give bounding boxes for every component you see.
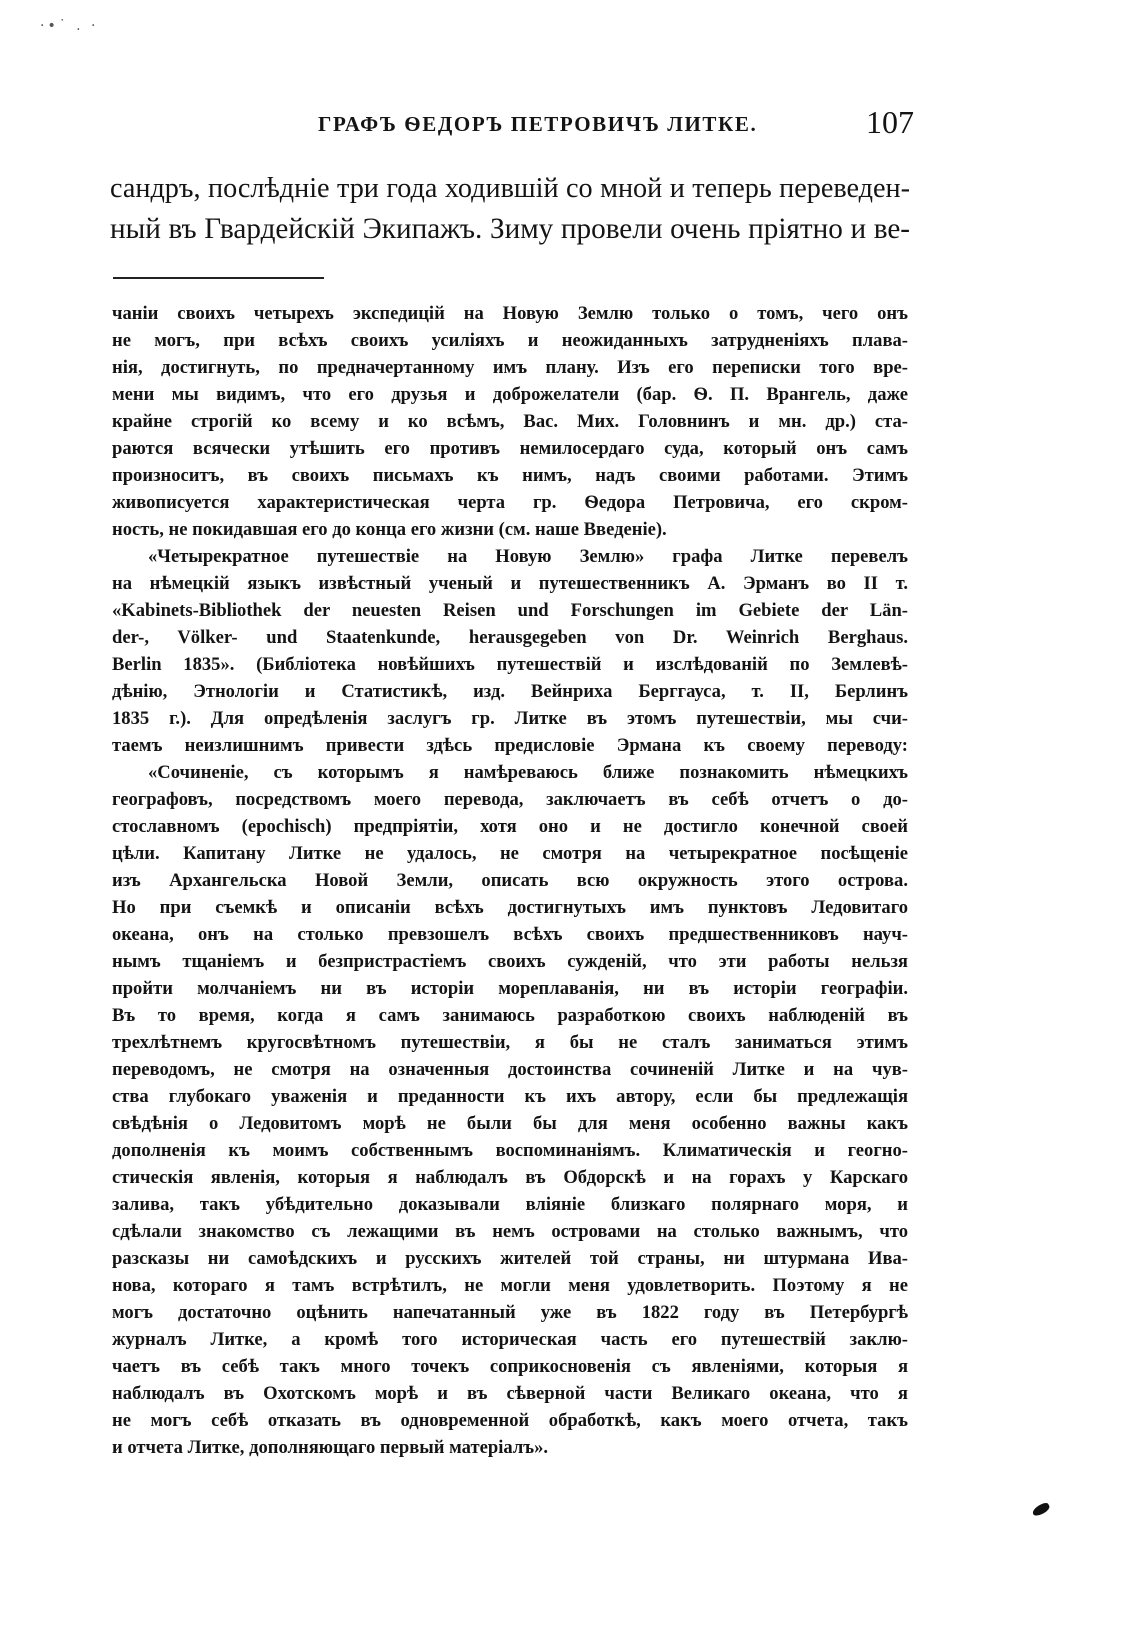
footnote-line: Въ то время, когда я самъ занимаюсь разработкою своихъ наблюденій въ	[112, 1005, 908, 1026]
footnote-line: крайне строгій ко всему и ко всѣмъ, Вас. Мих. Головнинъ и мн. др.) ста-	[112, 411, 908, 432]
page-number: 107	[866, 104, 914, 140]
footnote-line: произноситъ, въ своихъ письмахъ къ нимъ, надъ своими работами. Этимъ	[112, 465, 908, 486]
footnote-line: на нѣмецкій языкъ извѣстный ученый и путешественникъ А. Эрманъ во II т.	[112, 573, 908, 594]
footnote-line: трехлѣтнемъ кругосвѣтномъ путешествіи, я бы не сталъ заниматься этимъ	[112, 1032, 908, 1053]
footnote-line: разсказы ни самоѣдскихъ и русскихъ жителей той страны, ни штурмана Ива-	[112, 1248, 908, 1269]
footnote-line: могъ достаточно оцѣнить напечатанный уже въ 1822 году въ Петербургѣ	[112, 1302, 908, 1323]
footnote-line: «Kabinets-Bibliothek der neuesten Reisen und Forschungen im Gebiete der Län-	[112, 600, 908, 621]
footnote-line: нымъ тщаніемъ и безпристрастіемъ своихъ сужденій, что эти работы нельзя	[112, 951, 908, 972]
footnote-line: дополненія къ моимъ собственнымъ воспоминаніямъ. Климатическія и геогно-	[112, 1140, 908, 1161]
footnote-line: цѣли. Капитану Литке не удалось, не смотря на четырекратное посѣщеніе	[112, 843, 908, 864]
footnote-line: океана, онъ на столько превзошелъ всѣхъ своихъ предшественниковъ науч-	[112, 924, 908, 945]
footnote-line: изъ Архангельска Новой Земли, описать всю окружность этого острова.	[112, 870, 908, 891]
footnote-line: таемъ неизлишнимъ привести здѣсь предисловіе Эрмана къ своему переводу:	[112, 735, 908, 756]
running-head: ГРАФЪ ѲЕДОРЪ ПЕТРОВИЧЪ ЛИТКЕ.	[318, 112, 758, 136]
scan-specks: ·•˙ . ·	[40, 18, 99, 34]
footnote-line: стославномъ (epochisch) предпріятіи, хотя оно и не достигло конечной своей	[112, 816, 908, 837]
main-text	[110, 168, 910, 250]
footnote-line: Berlin 1835». (Библіотека новѣйшихъ путешествій и изслѣдованій по Землевѣ-	[112, 654, 908, 675]
footnote-line: мени мы видимъ, что его друзья и доброжелатели (бар. Ѳ. П. Врангель, даже	[112, 384, 908, 405]
footnote-rule	[113, 277, 324, 279]
main-text-line: ный въ Гвардейскій Экипажъ. Зиму провели очень пріятно и ве-	[110, 213, 910, 245]
footnote-line: наблюдалъ въ Охотскомъ морѣ и въ сѣверной части Великаго океана, что я	[112, 1383, 908, 1404]
footnote-line: ность, не покидавшая его до конца его жизни (см. наше Введеніе).	[112, 519, 667, 540]
footnote-line: 1835 г.). Для опредѣленія заслугъ гр. Литке въ этомъ путешествіи, мы счи-	[112, 708, 908, 729]
footnote-line: и отчета Литке, дополняющаго первый матеріалъ».	[112, 1437, 549, 1458]
footnote-line: «Четырекратное путешествіе на Новую Землю» графа Литке перевелъ	[148, 546, 908, 567]
footnote-line: нова, котораго я тамъ встрѣтилъ, не могли меня удовлетворить. Поэтому я не	[112, 1275, 908, 1296]
footnote-line: стическія явленія, которыя я наблюдалъ въ Обдорскѣ и на горахъ у Карскаго	[112, 1167, 908, 1188]
footnote-line: раются всячески утѣшить его противъ немилосердаго суда, который онъ самъ	[112, 438, 908, 459]
footnote-line: журналъ Литке, а кромѣ того историческая часть его путешествій заклю-	[112, 1329, 908, 1350]
footnote-line: не могъ себѣ отказать въ одновременной обработкѣ, какъ моего отчета, такъ	[112, 1410, 908, 1431]
footnote-line: географовъ, посредствомъ моего перевода, заключаетъ въ себѣ отчетъ о до-	[112, 789, 908, 810]
footnote-line: не могъ, при всѣхъ своихъ усиліяхъ и неожиданныхъ затрудненіяхъ плава-	[112, 330, 908, 351]
footnote-line: ства глубокаго уваженія и преданности къ ихъ автору, если бы предлежащія	[112, 1086, 908, 1107]
footnote-line: пройти молчаніемъ ни въ исторіи мореплаванія, ни въ исторіи географіи.	[112, 978, 908, 999]
footnote-line: der-, Völker- und Staatenkunde, herausgegeben von Dr. Weinrich Berghaus.	[112, 627, 908, 648]
ink-mark	[1031, 1501, 1051, 1517]
footnote-line: свѣдѣнія о Ледовитомъ морѣ не были бы для меня особенно важны какъ	[112, 1113, 908, 1134]
footnote-line: Но при съемкѣ и описаніи всѣхъ достигнутыхъ имъ пунктовъ Ледовитаго	[112, 897, 908, 918]
footnote-text	[112, 300, 908, 1461]
footnote-line: нія, достигнуть, по предначертанному имъ плану. Изъ его переписки того вре-	[112, 357, 908, 378]
footnote-line: живописуется характеристическая черта гр. Ѳедора Петровича, его скром-	[112, 492, 908, 513]
footnote-line: залива, такъ убѣдительно доказывали вліяніе близкаго полярнаго моря, и	[112, 1194, 908, 1215]
footnote-line: дѣнію, Этнологіи и Статистикѣ, изд. Вейнриха Берггауса, т. II, Берлинъ	[112, 681, 908, 702]
footnote-line: чаетъ въ себѣ такъ много точекъ соприкосновенія съ явленіями, которыя я	[112, 1356, 908, 1377]
footnote-line: чаніи своихъ четырехъ экспедицій на Новую Землю только о томъ, чего онъ	[112, 303, 908, 324]
main-text-line: сандръ, послѣдніе три года ходившій со мной и теперь переведен-	[110, 173, 910, 204]
footnote-line: сдѣлали знакомство съ лежащими въ немъ островами на столько важнымъ, что	[112, 1221, 908, 1242]
footnote-line: переводомъ, не смотря на означенныя достоинства сочиненій Литке и на чув-	[112, 1059, 908, 1080]
footnote-line: «Сочиненіе, съ которымъ я намѣреваюсь ближе познакомить нѣмецкихъ	[148, 762, 908, 783]
